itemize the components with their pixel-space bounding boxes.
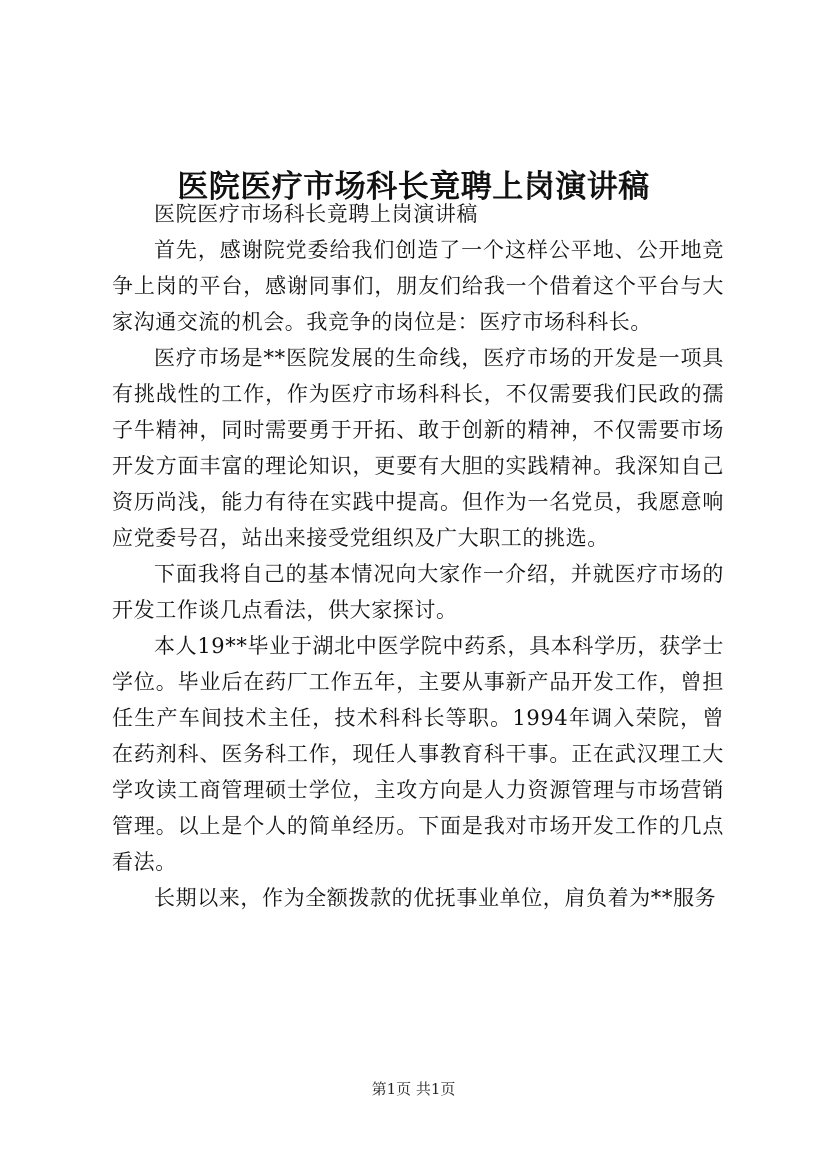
paragraph-subtitle: 医院医疗市场科长竟聘上岗演讲稿 [154, 202, 478, 226]
paragraph-thanks: 首先，感谢院党委给我们创造了一个这样公平地、公开地竞争上岗的平台，感谢同事们，朋友们给我一个借着这个平台与大家沟通交流的机会。我竞争的岗位是：医疗市场科科长。 [112, 238, 724, 334]
document-title: 医院医疗市场科长竟聘上岗演讲稿 [177, 168, 650, 205]
paragraph-long-term: 长期以来，作为全额拨款的优抚事业单位，肩负着为**服务 [154, 886, 717, 910]
paragraph-introduction: 下面我将自己的基本情况向大家作一介绍，并就医疗市场的开发工作谈几点看法，供大家探讨。 [112, 562, 724, 622]
document-body [112, 196, 724, 916]
paragraph-market-importance: 医疗市场是**医院发展的生命线，医疗市场的开发是一项具有挑战性的工作，作为医疗市场科科长，不仅需要我们民政的孺子牛精神，同时需要勇于开拓、敢于创新的精神，不仅需要市场开发方面丰富的理论知识，更要有大胆的实践精神。我深知自己资历尚浅，能力有待在实践中提高。但作为一名党员，我愿意响应党委号召，站出来接受党组织及广大职工的挑选。 [112, 346, 724, 550]
page-footer: 第1页 共1页 [371, 1080, 456, 1098]
paragraph-personal-background: 本人19**毕业于湖北中医学院中药系，具本科学历，获学士学位。毕业后在药厂工作五年，主要从事新产品开发工作，曾担任生产车间技术主任，技术科科长等职。1994年调入荣院，曾在药剂科、医务科工作，现任人事教育科干事。正在武汉理工大学攻读工商管理硕士学位，主攻方向是人力资源管理与市场营销管理。以上是个人的简单经历。下面是我对市场开发工作的几点看法。 [112, 634, 724, 874]
